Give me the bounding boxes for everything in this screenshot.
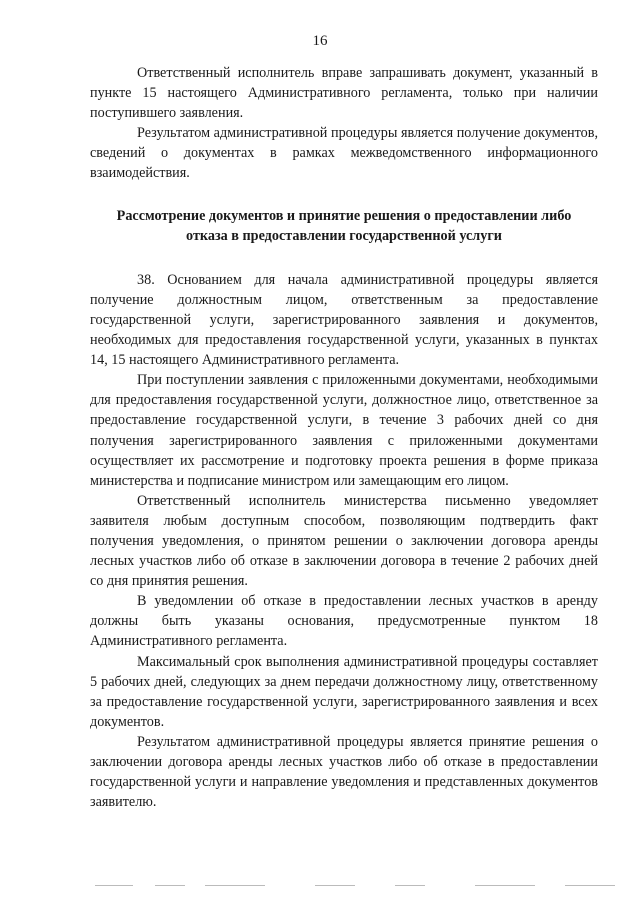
paragraph: Ответственный исполнитель вправе запрашивать документ, указанный в пункте 15 настоящего Административного регламента, только при наличии поступившего заявления. — [90, 65, 598, 122]
paragraph: Результатом административной процедуры является принятие решения о заключении договора аренды лесных участков либо об отказе в предоставлении государственной услуги и направление уведомления и представленных документов заявителю. — [90, 733, 598, 811]
paragraph: 38. Основанием для начала административной процедуры является получение должностным лицом, ответственным за предоставление государственной услуги, зарегистрированного заявления и документов, необходимых для предоставления государственной услуги, указанных в пунктах 14, 15 настоящего Административного регламента. — [90, 271, 598, 369]
scan-artifact-marks — [95, 885, 615, 889]
document-body — [90, 63, 598, 812]
paragraph: Результатом административной процедуры является получение документов, сведений о документах в рамках межведомственного информационного взаимодействия. — [90, 125, 598, 182]
paragraph: При поступлении заявления с приложенными документами, необходимыми для предоставления государственной услуги, должностное лицо, ответственное за предоставление государственной услуги, в течение 3 рабочих дней со дня получения зарегистрированного заявления с приложенными документами осуществляет их рассмотрение и подготовку проекта решения в форме приказа министерства и подписание министром или замещающим его лицом. — [90, 372, 598, 489]
paragraph: В уведомлении об отказе в предоставлении лесных участков в аренду должны быть указаны основания, предусмотренные пунктом 18 Административного регламента. — [90, 593, 598, 650]
page-number: 16 — [312, 33, 328, 49]
section-heading: Рассмотрение документов и принятие решения о предоставлении либо отказа в предоставлении государственной услуги — [116, 207, 572, 244]
paragraph: Ответственный исполнитель министерства письменно уведомляет заявителя любым доступным способом, позволяющим подтвердить факт получения уведомления, о принятом решении о заключении договора аренды лесных участков либо об отказе в заключении договора в течение 2 рабочих дней со дня принятия решения. — [90, 492, 598, 590]
paragraph: Максимальный срок выполнения административной процедуры составляет 5 рабочих дней, следующих за днем передачи должностному лицу, ответственному за предоставление государственной услуги, зарегистрированного заявления и всех документов. — [90, 653, 598, 730]
